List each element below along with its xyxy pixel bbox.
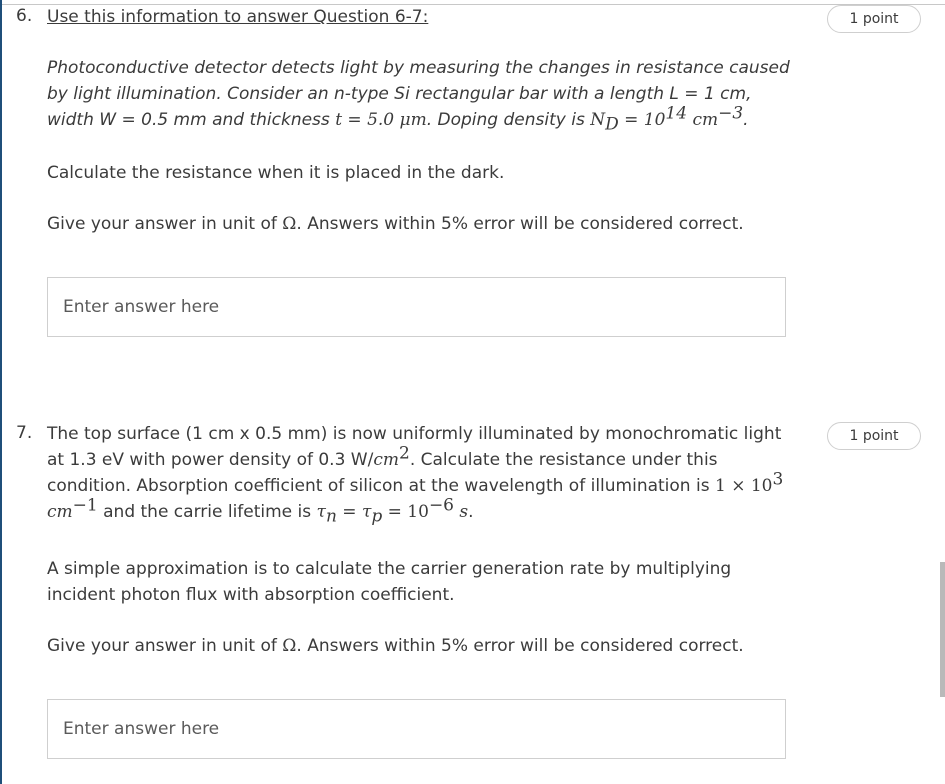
question-7-approximation: A simple approximation is to calculate the carrier generation rate by multiplying incident photon flux with absorption coefficient. [47, 559, 732, 605]
question-7-instructions: Give your answer in unit of Ω. Answers within 5% error will be considered correct. [47, 636, 744, 656]
left-accent-bar [0, 0, 2, 784]
question-6-lead-text: Use this information to answer Question 6-7: [47, 7, 429, 27]
question-6-number: 6. [16, 6, 33, 26]
question-7-points-badge: 1 point [827, 422, 921, 450]
omega-symbol: Ω [282, 214, 297, 234]
question-6-prompt: Calculate the resistance when it is placed in the dark. [47, 163, 505, 183]
omega-symbol: Ω [282, 636, 297, 656]
question-6-points-badge: 1 point [827, 5, 921, 33]
question-6-answer-input[interactable] [47, 277, 786, 337]
question-7-description: The top surface (1 cm x 0.5 mm) is now uniformly illuminated by monochromatic light at 1.3 eV with power density of 0.3 $W/cm^2$. Calculate the resistance under this condition. Absorption coefficient of silicon at the wavelength of illumination is $1 \times 10^3$ $cm^{-1}$ and the carrie lifetime is $\tau_n = \tau_p = 10^{-6}$ s. [47, 424, 784, 527]
question-6-instructions: Give your answer in unit of Ω. Answers within 5% error will be considered correct. [47, 214, 744, 234]
scrollbar-thumb[interactable] [940, 562, 945, 697]
question-6-lead [47, 4, 797, 30]
question-7-number: 7. [16, 423, 33, 443]
question-6-description: Photoconductive detector detects light by measuring the changes in resistance caused by light illumination. Consider an n-type Si rectangular bar with a length L = 1 cm, width W = 0.5 mm and thickness t = 5.0 μm. Doping density is $N_D = 10^{14}$ $cm^{-3}$. [47, 58, 790, 135]
question-7-answer-input[interactable] [47, 699, 786, 759]
